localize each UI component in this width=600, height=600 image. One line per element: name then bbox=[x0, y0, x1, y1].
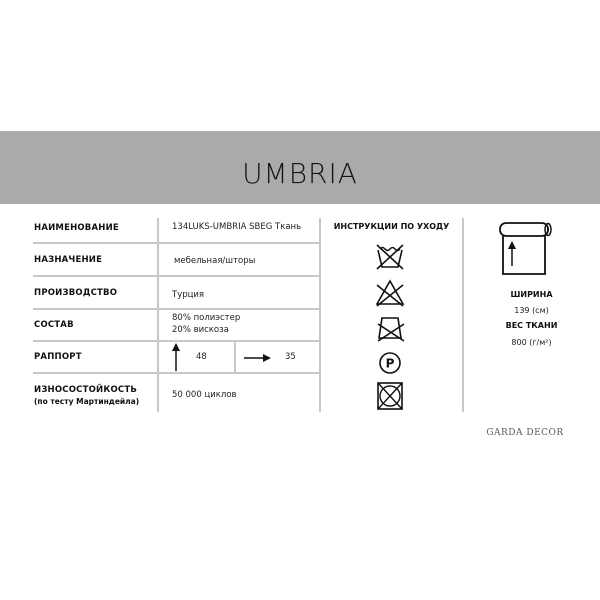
rapport-vertical-value: 48 bbox=[196, 352, 207, 362]
divider bbox=[33, 275, 319, 277]
dry-clean-p-icon bbox=[372, 348, 408, 378]
divider bbox=[33, 242, 319, 244]
name-label: НАИМЕНОВАНИЕ bbox=[34, 223, 119, 233]
weight-value: 800 (г/м²) bbox=[511, 338, 552, 347]
rapport-label: РАППОРТ bbox=[34, 352, 82, 362]
do-not-bleach-icon bbox=[372, 278, 408, 308]
composition-line-2: 20% вискоза bbox=[172, 325, 229, 335]
abrasion-sublabel: (по тесту Мартиндейла) bbox=[34, 397, 140, 406]
weight-label: ВЕС ТКАНИ bbox=[505, 321, 558, 330]
do-not-iron-icon bbox=[372, 312, 408, 342]
do-not-wash-icon bbox=[372, 240, 408, 270]
composition-line-1: 80% полиэстер bbox=[172, 313, 241, 323]
origin-value: Турция bbox=[172, 290, 205, 300]
arrow-up-icon bbox=[170, 342, 182, 372]
rapport-horizontal-value: 35 bbox=[285, 352, 296, 362]
composition-value bbox=[172, 312, 240, 336]
dry-clean-letter: P bbox=[385, 356, 395, 371]
name-value: 134LUKS-UMBRIA SBEG Ткань bbox=[172, 222, 302, 232]
purpose-label: НАЗНАЧЕНИЕ bbox=[34, 255, 103, 265]
width-label: ШИРИНА bbox=[510, 290, 553, 299]
brand-logo: GARDA DECOR bbox=[486, 428, 564, 438]
divider bbox=[33, 372, 319, 374]
abrasion-title: ИЗНОСОСТОЙКОСТЬ bbox=[34, 385, 138, 395]
product-title: UMBRIA bbox=[242, 157, 358, 190]
column-divider bbox=[157, 218, 159, 412]
abrasion-value: 50 000 циклов bbox=[172, 390, 237, 400]
fabric-roll-icon bbox=[492, 218, 556, 280]
care-title: ИНСТРУКЦИИ ПО УХОДУ bbox=[333, 222, 450, 231]
column-divider bbox=[319, 218, 321, 412]
width-value: 139 (см) bbox=[514, 306, 549, 315]
rapport-divider bbox=[234, 341, 236, 373]
abrasion-label bbox=[34, 385, 139, 406]
divider bbox=[33, 308, 319, 310]
arrow-right-icon bbox=[244, 352, 272, 364]
composition-label: СОСТАВ bbox=[34, 320, 74, 330]
origin-label: ПРОИЗВОДСТВО bbox=[34, 288, 118, 298]
do-not-tumble-dry-icon bbox=[372, 381, 408, 411]
purpose-value: мебельная/шторы bbox=[174, 256, 256, 266]
column-divider bbox=[462, 218, 464, 412]
